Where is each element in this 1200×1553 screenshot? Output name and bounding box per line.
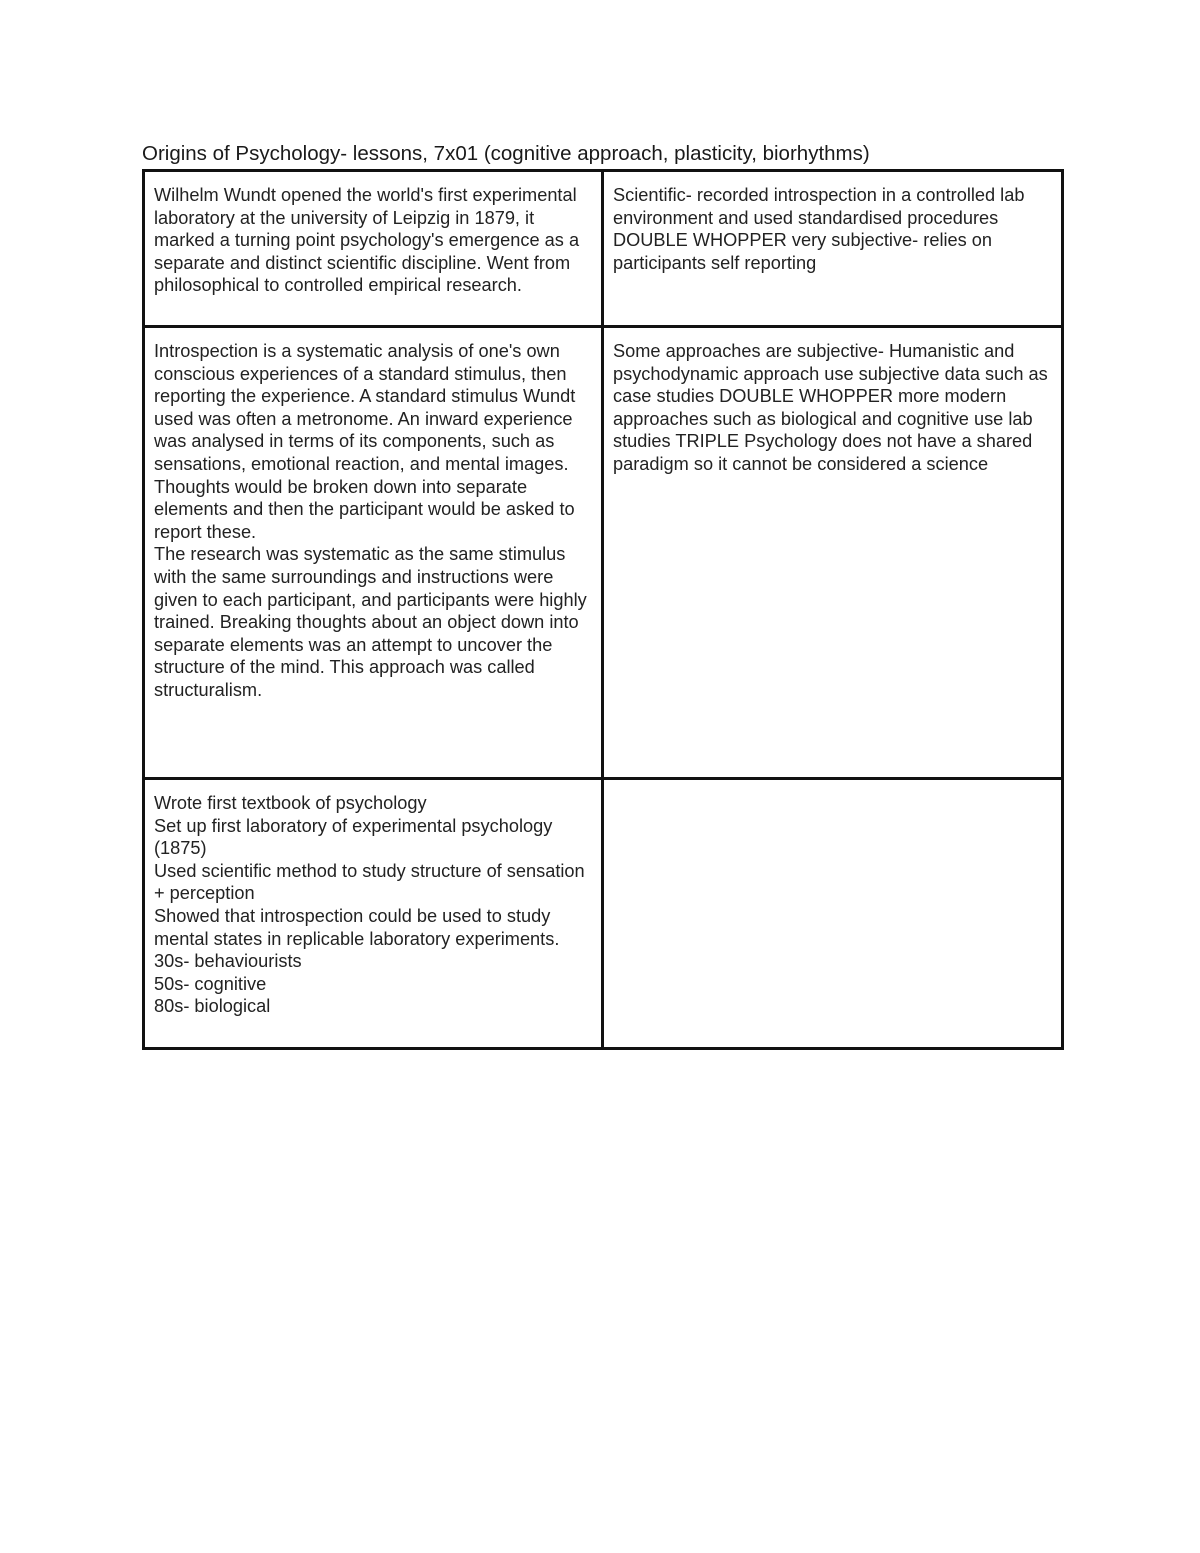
table-row	[144, 327, 1063, 779]
cell-line: 80s- biological	[154, 996, 271, 1017]
cell-line: Set up first laboratory of experimental psychology (1875)	[154, 815, 553, 859]
cell-line: 50s- cognitive	[154, 973, 267, 994]
cell-text: Some approaches are subjective- Humanistic and psychodynamic approach use subjective data such as case studies DOUBLE WHOPPER more modern approaches such as biological and cognitive use lab studies TRIPLE Psychology does not have a shared paradigm so it cannot be considered a science	[613, 341, 1048, 474]
table-row	[144, 779, 1063, 1049]
cell-line: Showed that introspection could be used to study mental states in replicable laboratory experiments.	[154, 905, 560, 949]
cell-line: Used scientific method to study structure of sensation + perception	[154, 860, 585, 904]
table-cell-left	[144, 171, 603, 327]
table-cell-right	[603, 779, 1063, 1049]
table-cell-right	[603, 171, 1063, 327]
cell-line: 30s- behaviourists	[154, 951, 302, 972]
notes-table	[142, 169, 1064, 1050]
page-title: Origins of Psychology- lessons, 7x01 (cognitive approach, plasticity, biorhythms)	[142, 142, 870, 165]
table-cell-left	[144, 327, 603, 779]
table-row	[144, 171, 1063, 327]
cell-text: Wilhelm Wundt opened the world's first experimental laboratory at the university of Leipzig in 1879, it marked a turning point psychology's emergence as a separate and distinct scientific discipline. Went from philosophical to controlled empirical research.	[154, 185, 580, 296]
table-cell-right	[603, 327, 1063, 779]
cell-line: Wrote first textbook of psychology	[154, 793, 427, 813]
cell-paragraph: Introspection is a systematic analysis of one's own conscious experiences of a standard stimulus, then reporting the experience. A standard stimulus Wundt used was often a metronome. An inward experience was analysed in terms of its components, such as sensations, emotional reaction, and mental images. Thoughts would be broken down into separate elements and then the participant would be asked to report these.	[154, 341, 576, 542]
cell-paragraph: The research was systematic as the same stimulus with the same surroundings and instructions were given to each participant, and participants were highly trained. Breaking thoughts about an object down into separate elements was an attempt to uncover the structure of the mind. This approach was called structuralism.	[154, 544, 587, 700]
table-cell-left	[144, 779, 603, 1049]
cell-text: Scientific- recorded introspection in a controlled lab environment and used standardised procedures DOUBLE WHOPPER very subjective- relies on participants self reporting	[613, 185, 1025, 273]
